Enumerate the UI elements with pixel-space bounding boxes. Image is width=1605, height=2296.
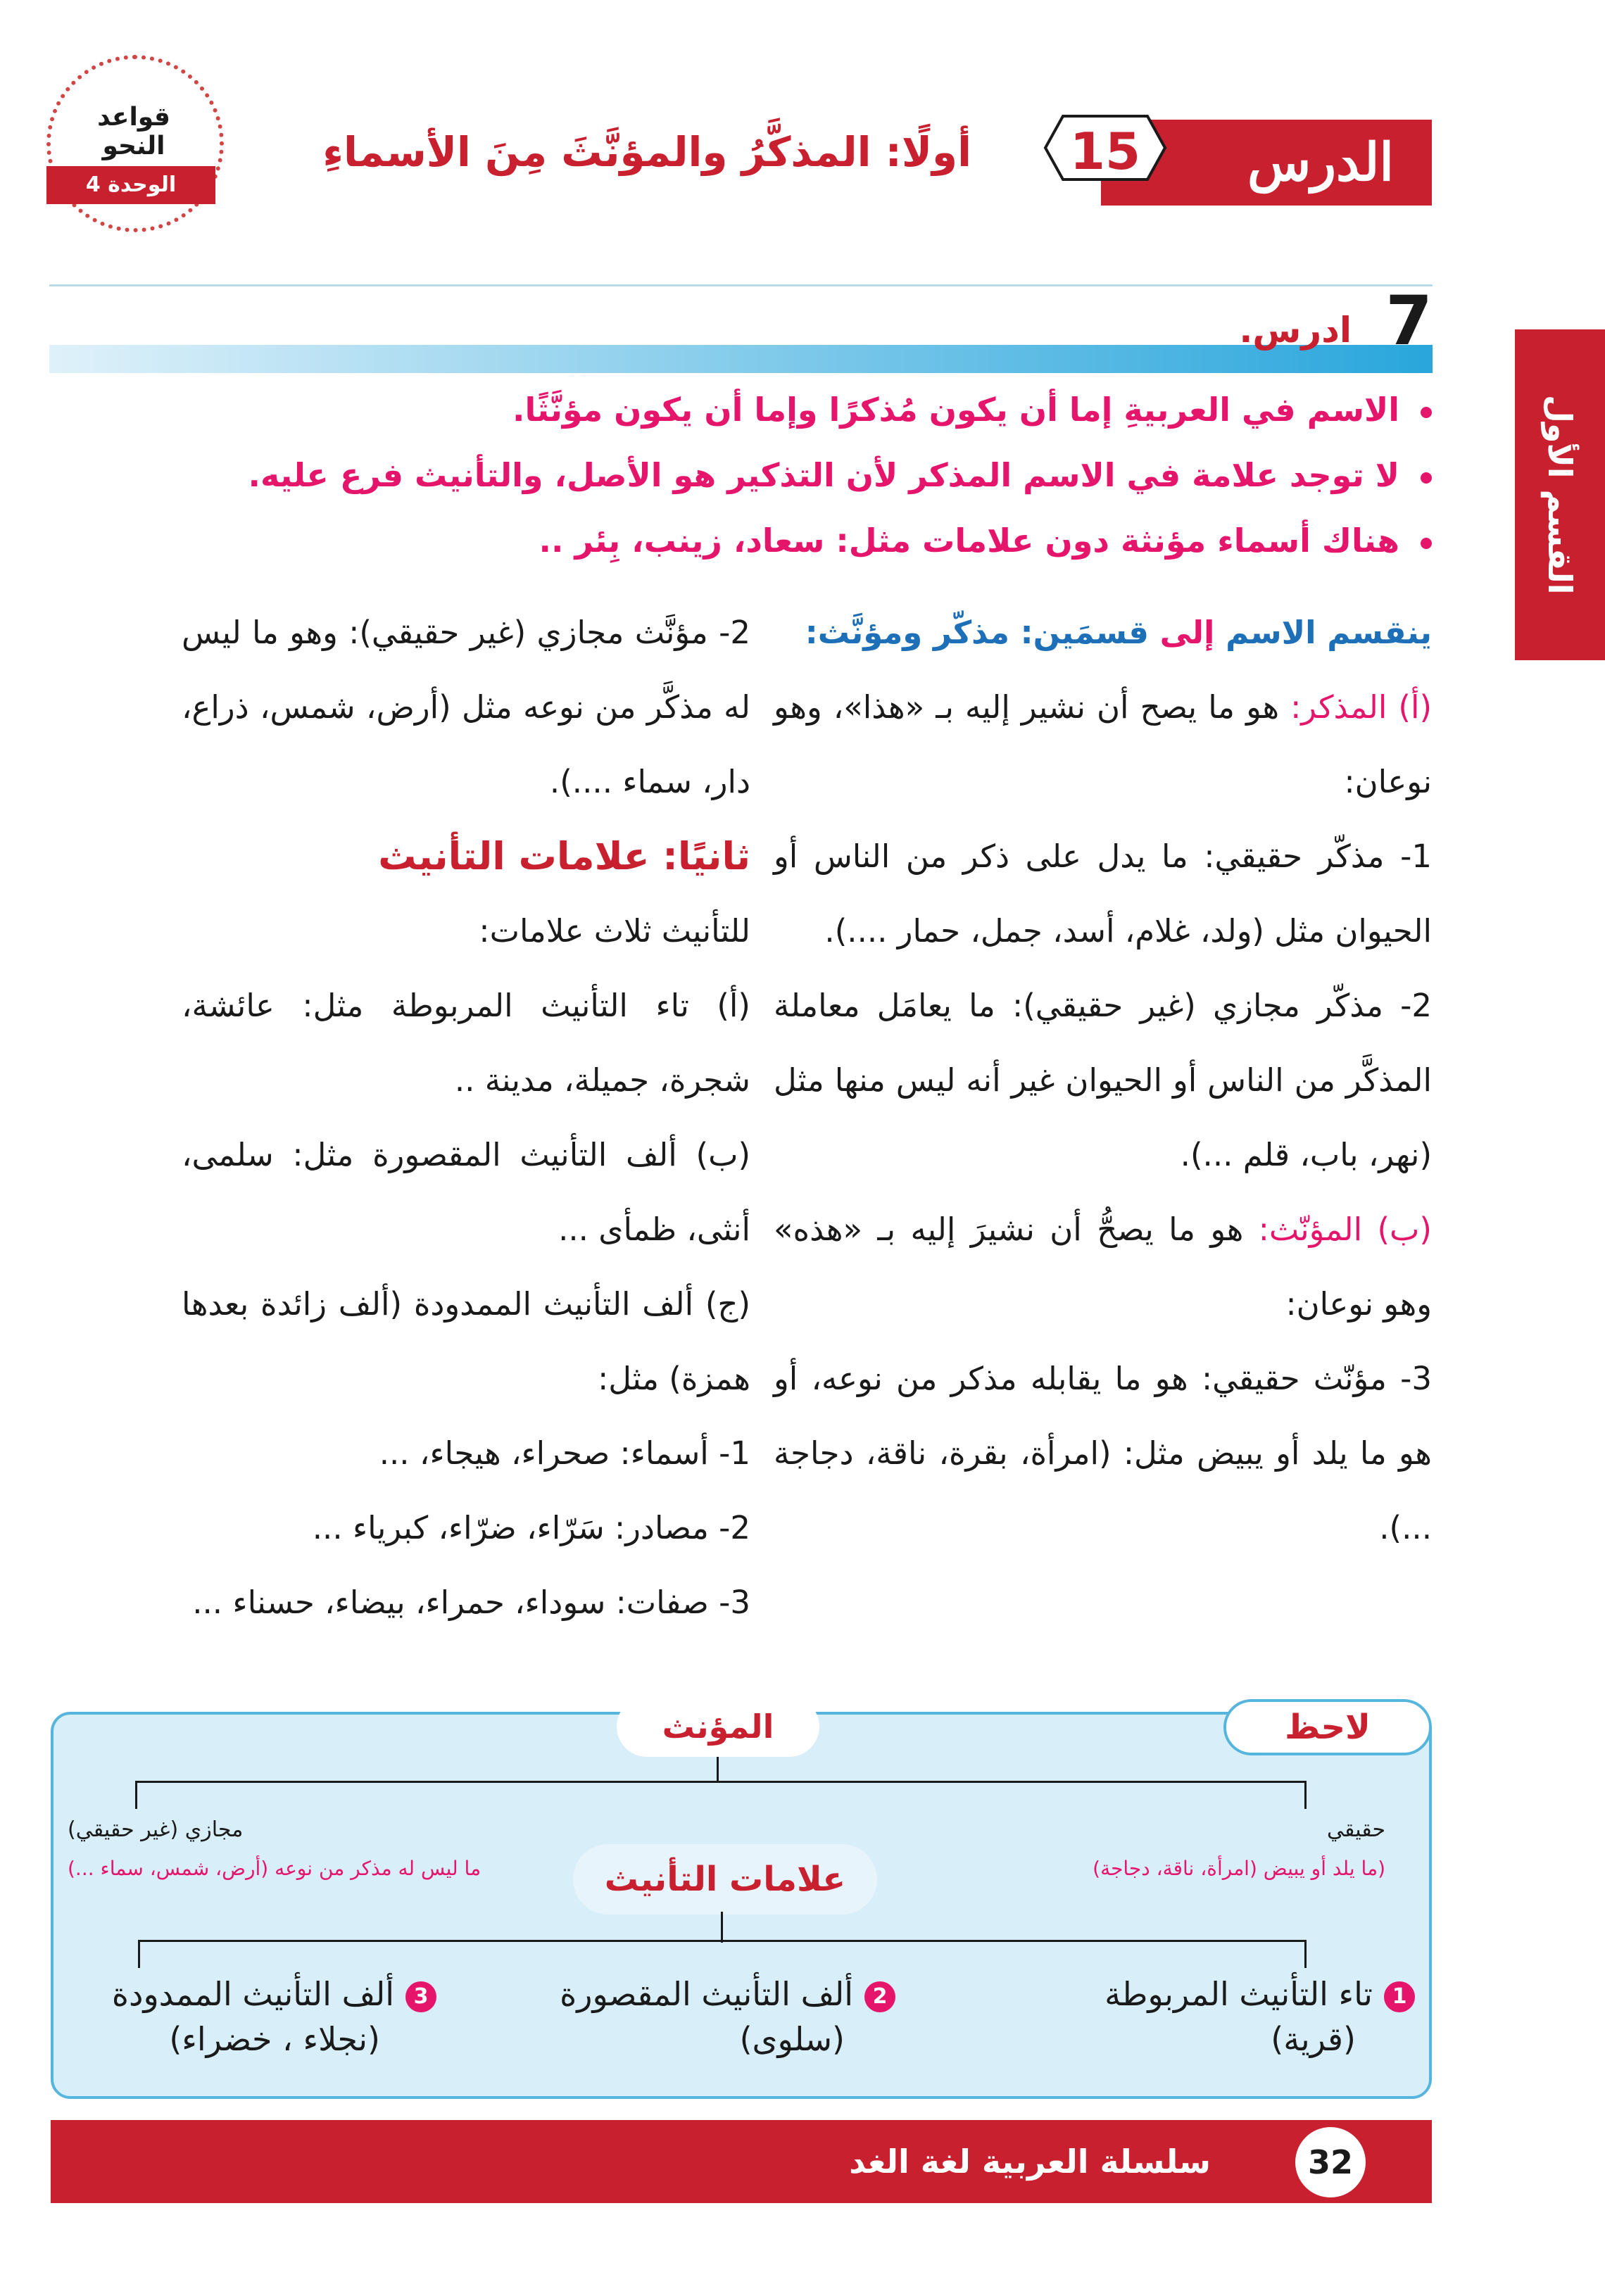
bullet-dot-icon [1421, 407, 1432, 418]
sign-item [560, 1975, 895, 2013]
bullet-dot-icon [1421, 538, 1432, 549]
masculine-figurative: 2- مذكّر مجازي (غير حقيقي): ما يعامَل معاملة المذكَّر من الناس أو الحيوان غير أنه ليس منها مثل (نهر، باب، قلم ...). [774, 987, 1432, 1173]
sign-item [112, 1975, 436, 2013]
figurative-label: مجازي (غير حقيقي) [68, 1817, 244, 1842]
masculine-definition [774, 670, 1432, 819]
feminine-definition [774, 1192, 1432, 1342]
masculine-heading: (أ) المذكر: [1290, 688, 1433, 726]
study-number: 7 [1385, 282, 1433, 360]
sign-item-example: (قرية) [1271, 2020, 1356, 2058]
sub-item: 3- صفات: سوداء، حمراء، بيضاء، حسناء ... [192, 1584, 750, 1621]
study-label: ادرس. [1239, 310, 1352, 351]
number-badge: 1 [1384, 1981, 1415, 2012]
sign-item-label: تاء التأنيث المربوطة [1104, 1975, 1373, 2013]
sign-item [1104, 1975, 1415, 2013]
feminine-heading: (ب) المؤنّث: [1258, 1211, 1432, 1248]
tree-line [138, 1940, 140, 1968]
intro-part: ينقسم الاسم [1214, 614, 1432, 651]
bullet-item [248, 456, 1432, 494]
bullet-item [512, 391, 1432, 429]
lesson-number: 15 [1069, 122, 1141, 181]
feminine-real: 3- مؤنّث حقيقي: هو ما يقابله مذكر من نوعه، أو هو ما يلد أو يبيض مثل: (امرأة، بقرة، ناقة، دجاجة ...). [774, 1360, 1432, 1546]
sign-b: (ب) ألف التأنيث المقصورة مثل: سلمى، أنثى، ظمأى ... [182, 1136, 750, 1248]
right-column [774, 595, 1432, 1565]
sign-item-example: (نجلاء ، خضراء) [169, 2020, 380, 2058]
signs-title: علامات التأنيث [573, 1844, 877, 1915]
tree-line [1304, 1940, 1307, 1968]
number-badge: 3 [405, 1981, 436, 2012]
tree-line [721, 1912, 723, 1943]
bullet-text: الاسم في العربيةِ إما أن يكون مُذكرًا وإما أن يكون مؤنَّثًا. [512, 391, 1399, 429]
page-title: أولًا: المذكَّرُ والمؤنَّثَ مِنَ الأسماءِ [322, 128, 971, 176]
signs-heading: ثانيًا: علامات التأنيث [378, 834, 750, 878]
sign-a: (أ) تاء التأنيث المربوطة مثل: عائشة، شجرة، جميلة، مدينة .. [182, 987, 750, 1099]
sign-item-label: ألف التأنيث الممدودة [111, 1975, 394, 2013]
sub-item: 2- مصادر: سَرّاء، ضرّاء، كبرياء ... [312, 1509, 750, 1546]
masculine-text: هو ما يصح أن نشير إليه بـ «هذا»، وهو نوعان: [774, 688, 1432, 800]
intro-part: إلى [1159, 614, 1215, 651]
division-intro [774, 595, 1432, 670]
figurative-note: ما ليس له مذكر من نوعه (أرض، شمس، سماء ...) [68, 1857, 482, 1880]
tree-line [717, 1757, 719, 1782]
tree-line [135, 1781, 1307, 1783]
tree-line [1304, 1781, 1307, 1809]
bullet-item [539, 522, 1432, 560]
intro-part: قسمَين: مذكّر ومؤنَّث: [805, 614, 1160, 651]
left-column [182, 595, 750, 1640]
lesson-word: الدرس [1247, 132, 1394, 193]
masculine-real: 1- مذكّر حقيقي: ما يدل على ذكر من الناس أو الحيوان مثل (ولد، غلام، أسد، جمل، حمار ....). [774, 838, 1432, 950]
feminine-label: المؤنث [617, 1696, 819, 1757]
page-number: 32 [1295, 2127, 1366, 2197]
feminine-figurative: 2- مؤنَّث مجازي (غير حقيقي): وهو ما ليس له مذكَّر من نوعه مثل (أرض، شمس، ذراع، دار، سماء ....). [182, 614, 750, 800]
feminine-text: هو ما يصحُّ أن نشيرَ إليه بـ «هذه» وهو نوعان: [774, 1211, 1432, 1323]
sign-c: (ج) ألف التأنيث الممدودة (ألف زائدة بعدها همزة) مثل: [182, 1285, 750, 1397]
section-tab-label: القسم الأول [1541, 395, 1579, 595]
number-badge: 2 [864, 1981, 895, 2012]
bullet-text: لا توجد علامة في الاسم المذكر لأن التذكير هو الأصل، والتأنيث فرع عليه. [248, 456, 1399, 494]
unit-tag: الوحدة 4 [46, 166, 215, 204]
header-divider [49, 284, 1433, 286]
tree-line [135, 1781, 137, 1809]
real-label: حقيقي [1327, 1817, 1385, 1842]
real-note: (ما يلد أو يبيض (امرأة، ناقة، دجاجة) [1093, 1857, 1385, 1880]
sub-item: 1- أسماء: صحراء، هيجاء، ... [379, 1434, 750, 1472]
tree-line [138, 1940, 1307, 1942]
grammar-label: قواعد النحو [97, 103, 170, 160]
sign-item-label: ألف التأنيث المقصورة [560, 1975, 853, 2013]
notice-label: لاحظ [1223, 1699, 1432, 1755]
bullet-dot-icon [1421, 472, 1432, 484]
series-title: سلسلة العربية لغة الغد [849, 2143, 1211, 2181]
study-bar [49, 345, 1433, 373]
footer-bar [51, 2120, 1432, 2203]
bullet-text: هناك أسماء مؤنثة دون علامات مثل: سعاد، زينب، بِئر .. [539, 522, 1399, 560]
signs-intro: للتأنيث ثلاث علامات: [479, 912, 750, 950]
sign-item-example: (سلوى) [739, 2020, 845, 2058]
